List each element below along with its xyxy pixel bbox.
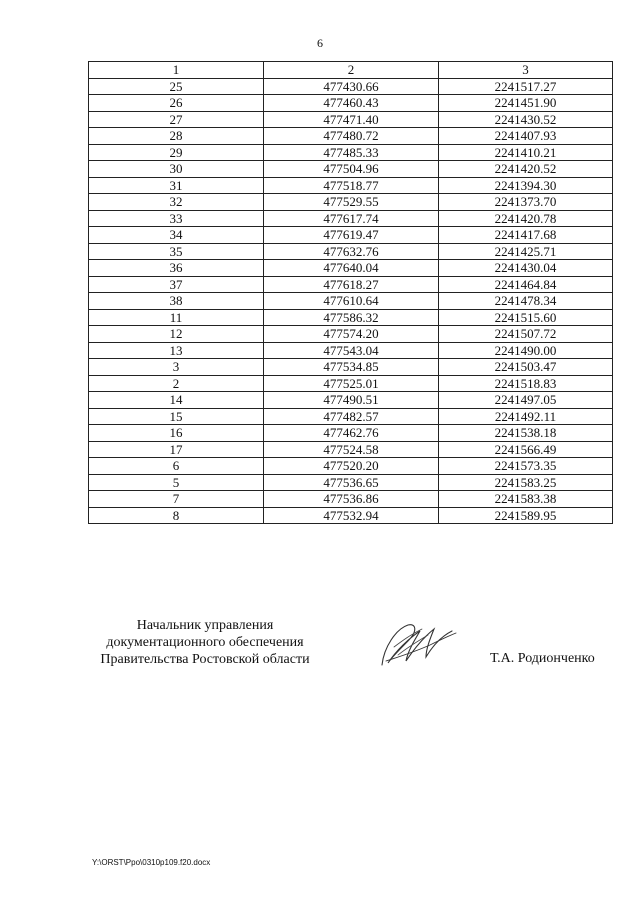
table-row (89, 194, 613, 211)
table-cell: 477619.47 (264, 227, 439, 244)
column-header-1: 1 (89, 62, 264, 79)
table-cell: 2241538.18 (439, 425, 613, 442)
table-cell: 33 (89, 210, 264, 227)
table-cell: 29 (89, 144, 264, 161)
table-cell: 477536.86 (264, 491, 439, 508)
table-cell: 477520.20 (264, 458, 439, 475)
signer-position-line: Правительства Ростовской области (100, 652, 310, 667)
signature-block (0, 617, 640, 677)
table-cell: 477640.04 (264, 260, 439, 277)
table-row (89, 210, 613, 227)
table-cell: 477536.65 (264, 474, 439, 491)
table-cell: 2241583.25 (439, 474, 613, 491)
table-cell: 477574.20 (264, 326, 439, 343)
table-cell: 7 (89, 491, 264, 508)
table-cell: 477632.76 (264, 243, 439, 260)
table-cell: 31 (89, 177, 264, 194)
table-cell: 2241373.70 (439, 194, 613, 211)
table-cell: 2241417.68 (439, 227, 613, 244)
table-row (89, 474, 613, 491)
table-cell: 25 (89, 78, 264, 95)
table-cell: 3 (89, 359, 264, 376)
table-cell: 2241503.47 (439, 359, 613, 376)
table-row (89, 128, 613, 145)
table-cell: 2241507.72 (439, 326, 613, 343)
table-cell: 2241451.90 (439, 95, 613, 112)
handwritten-signature (378, 617, 458, 672)
table-cell: 30 (89, 161, 264, 178)
table-cell: 26 (89, 95, 264, 112)
table-cell: 5 (89, 474, 264, 491)
table-row (89, 375, 613, 392)
table-cell: 2241430.04 (439, 260, 613, 277)
table-cell: 2241490.00 (439, 342, 613, 359)
table-cell: 32 (89, 194, 264, 211)
table-cell: 35 (89, 243, 264, 260)
table-row (89, 326, 613, 343)
table-cell: 477471.40 (264, 111, 439, 128)
table-row (89, 227, 613, 244)
table-cell: 2241492.11 (439, 408, 613, 425)
table-row (89, 177, 613, 194)
table-cell: 477430.66 (264, 78, 439, 95)
table-row (89, 507, 613, 524)
table-cell: 477480.72 (264, 128, 439, 145)
table-row (89, 161, 613, 178)
table-cell: 2241430.52 (439, 111, 613, 128)
table-cell: 2241515.60 (439, 309, 613, 326)
table-cell: 16 (89, 425, 264, 442)
table-cell: 2241517.27 (439, 78, 613, 95)
table-cell: 477462.76 (264, 425, 439, 442)
table-header-row (89, 62, 613, 79)
table-row (89, 144, 613, 161)
table-cell: 2241407.93 (439, 128, 613, 145)
table-cell: 12 (89, 326, 264, 343)
table-cell: 477543.04 (264, 342, 439, 359)
table-row (89, 95, 613, 112)
table-cell: 477617.74 (264, 210, 439, 227)
table-cell: 477524.58 (264, 441, 439, 458)
table-cell: 13 (89, 342, 264, 359)
table-cell: 477485.33 (264, 144, 439, 161)
table-cell: 2241497.05 (439, 392, 613, 409)
table-cell: 14 (89, 392, 264, 409)
table-row (89, 392, 613, 409)
table-row (89, 276, 613, 293)
table-cell: 477525.01 (264, 375, 439, 392)
table-cell: 6 (89, 458, 264, 475)
table-row (89, 111, 613, 128)
file-path: Y:\ORST\Ppo\0310p109.f20.docx (92, 858, 211, 867)
table-cell: 38 (89, 293, 264, 310)
table-cell: 28 (89, 128, 264, 145)
table-cell: 2241394.30 (439, 177, 613, 194)
table-cell: 36 (89, 260, 264, 277)
table-cell: 477460.43 (264, 95, 439, 112)
table-cell: 2241573.35 (439, 458, 613, 475)
table-row (89, 441, 613, 458)
table-cell: 2241518.83 (439, 375, 613, 392)
table-cell: 37 (89, 276, 264, 293)
table-cell: 17 (89, 441, 264, 458)
column-header-2: 2 (264, 62, 439, 79)
signer-name: Т.А. Родионченко (490, 651, 595, 666)
table-cell: 27 (89, 111, 264, 128)
table-cell: 477518.77 (264, 177, 439, 194)
table-cell: 2241583.38 (439, 491, 613, 508)
table-row (89, 342, 613, 359)
table-cell: 2241420.52 (439, 161, 613, 178)
table-row (89, 359, 613, 376)
table-cell: 2241464.84 (439, 276, 613, 293)
table-cell: 477618.27 (264, 276, 439, 293)
table-cell: 2241478.34 (439, 293, 613, 310)
table-cell: 2241420.78 (439, 210, 613, 227)
table-cell: 2241589.95 (439, 507, 613, 524)
table-row (89, 425, 613, 442)
page-number: 6 (317, 36, 323, 50)
table-cell: 2241425.71 (439, 243, 613, 260)
table-cell: 477490.51 (264, 392, 439, 409)
column-header-3: 3 (439, 62, 613, 79)
table-cell: 477610.64 (264, 293, 439, 310)
signer-position (80, 617, 330, 668)
table-cell: 8 (89, 507, 264, 524)
table-cell: 477482.57 (264, 408, 439, 425)
table-row (89, 293, 613, 310)
table-row (89, 408, 613, 425)
table-cell: 11 (89, 309, 264, 326)
table-cell: 477532.94 (264, 507, 439, 524)
table-row (89, 243, 613, 260)
table-cell: 477504.96 (264, 161, 439, 178)
table-cell: 2 (89, 375, 264, 392)
table-row (89, 309, 613, 326)
table-cell: 477534.85 (264, 359, 439, 376)
table-cell: 2241410.21 (439, 144, 613, 161)
table-cell: 34 (89, 227, 264, 244)
table-cell: 15 (89, 408, 264, 425)
table-row (89, 78, 613, 95)
table-cell: 2241566.49 (439, 441, 613, 458)
table-row (89, 458, 613, 475)
table-cell: 477586.32 (264, 309, 439, 326)
signer-position-line: Начальник управления (136, 618, 274, 633)
coordinates-table (88, 61, 613, 524)
table-row (89, 491, 613, 508)
signer-position-line: документационного обеспечения (106, 635, 304, 650)
table-row (89, 260, 613, 277)
table-cell: 477529.55 (264, 194, 439, 211)
